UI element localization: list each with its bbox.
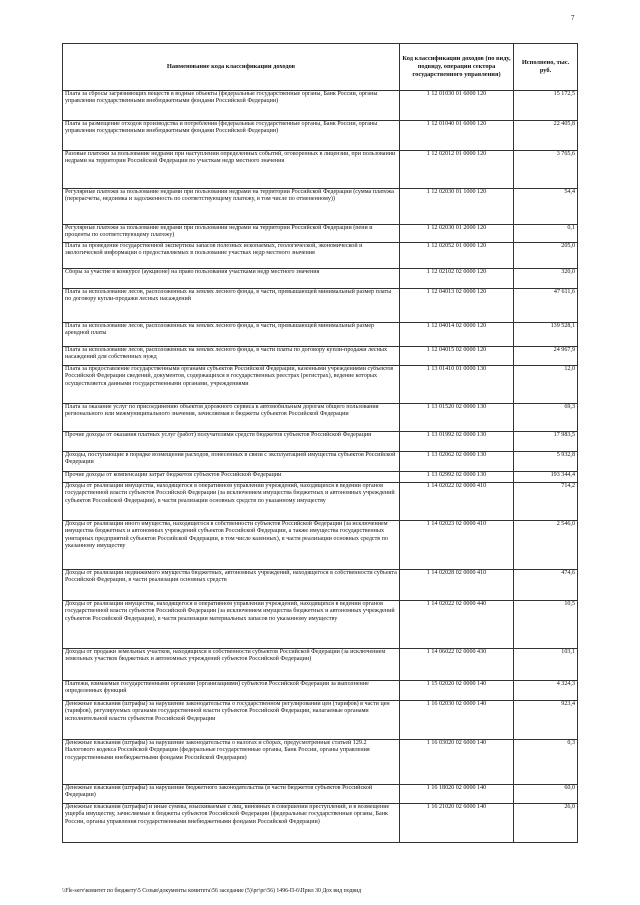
table-row [63, 785, 578, 804]
row-name: Доходы от реализации имущества, находящегося в оперативном управлении учреждений, находящихся в ведении органов государственной власти субъектов Российской Федерации (за исключением имущества бюджетных и автономных учреждений субъектов Российской Федерации), в части реализации основных средств по указанному имуществу [63, 483, 400, 521]
row-name: Плата за размещение отходов производства и потребления (федеральные государственные органы, Банк России, органы управления государственными внебюджетными фондами Российской Федерации) [63, 121, 400, 151]
table-row [63, 243, 578, 269]
row-code: 1 13 01520 02 0000 130 [400, 404, 514, 432]
row-name: Плата за оказание услуг по присоединению объектов дорожного сервиса к автомобильным дорогам общего пользования регионального или межмуниципального значения, зачисляемая в бюджеты субъектов Российской Федерации [63, 404, 400, 432]
row-value: 60,0 [514, 785, 578, 804]
row-value: 139 528,1 [514, 323, 578, 347]
row-value: 17 983,5 [514, 432, 578, 452]
row-code: 1 16 03020 02 6000 140 [400, 740, 514, 785]
file-path-footer: \\Fle-serv\комитет по бюджету\5 Созыв\документы комитета\56 заседание (5)\рг\рг\56) 1496-П-6\Прил 30 Дох вид подвид [62, 888, 362, 894]
table-row [63, 404, 578, 432]
row-name: Регулярные платежи за пользование недрами при пользовании недрами на территории Российской Федерации (сумма платежа (перерасчеты, недоимка и задолженность по соответствующему платежу, в том числе по отмененному)) [63, 189, 400, 225]
table-row [63, 323, 578, 347]
table-row [63, 740, 578, 785]
revenue-table [62, 43, 578, 843]
row-name: Доходы, поступающие в порядке возмещения расходов, понесенных в связи с эксплуатацией имущества субъектов Российской Федерации [63, 452, 400, 472]
row-value: 193 344,4 [514, 472, 578, 483]
row-value: 4 324,3 [514, 681, 578, 701]
row-code: 1 15 02020 02 0000 140 [400, 681, 514, 701]
row-code: 1 16 21020 02 6000 140 [400, 804, 514, 843]
page-number: 7 [571, 14, 575, 22]
row-name: Плата за сбросы загрязняющих веществ в водные объекты (федеральные государственные органы, Банк России, органы управления государственными внебюджетными фондами Российской Федерации) [63, 91, 400, 121]
row-code: 1 16 02030 02 0000 140 [400, 701, 514, 740]
row-value: 10,5 [514, 601, 578, 649]
row-value: 54,4 [514, 189, 578, 225]
row-name: Платежи, взимаемые государственными органами (организациями) субъектов Российской Федерации за выполнение определенных функций [63, 681, 400, 701]
row-name: Денежные взыскания (штрафы) за нарушение законодательства о налогах и сборах, предусмотренные статьей 129.2 Налогового кодекса Российской Федерации (федеральные государственные органы, Банк России, органы управления государственными внебюджетными фондами Российской Федерации) [63, 740, 400, 785]
table-row [63, 347, 578, 366]
table-row [63, 701, 578, 740]
row-value: 24 967,9 [514, 347, 578, 366]
row-name: Плата за использование лесов, расположенных на землях лесного фонда, в части, превышающей минимальный размер арендной платы [63, 323, 400, 347]
row-name: Денежные взыскания (штрафы) за нарушение бюджетного законодательства (в части бюджетов субъектов Российской Федерации) [63, 785, 400, 804]
row-value: 0,3 [514, 740, 578, 785]
row-value: 103,1 [514, 649, 578, 681]
row-code: 1 12 01030 01 6000 120 [400, 91, 514, 121]
table-row [63, 804, 578, 843]
header-name: Наименование кода классификации доходов [63, 44, 400, 91]
table-row [63, 681, 578, 701]
row-name: Денежные взыскания (штрафы) за нарушение законодательства о государственном регулировании цен (тарифов) в части цен (тарифов), регулируемых органами государственной власти субъектов Российской Федерации, налагаемые органами исполнительной власти субъектов Российской Федерации [63, 701, 400, 740]
row-value: 205,0 [514, 243, 578, 269]
row-code: 1 13 01410 01 0000 130 [400, 366, 514, 404]
table-row [63, 366, 578, 404]
table-row [63, 521, 578, 570]
row-code: 1 13 02992 02 0000 130 [400, 472, 514, 483]
table-row [63, 91, 578, 121]
row-name: Доходы от продажи земельных участков, находящихся в собственности субъектов Российской Федерации (за исключением земельных участков бюджетных и автономных учреждений субъектов Российской Федерации) [63, 649, 400, 681]
row-name: Плата за проведение государственной экспертизы запасов полезных ископаемых, геологической, экономической и экологической информации о предоставляемых в пользование участках недр местного значения [63, 243, 400, 269]
row-value: 12,0 [514, 366, 578, 404]
table-row [63, 483, 578, 521]
table-row [63, 452, 578, 472]
row-code: 1 16 18020 02 0000 140 [400, 785, 514, 804]
table-row [63, 472, 578, 483]
table-row [63, 225, 578, 243]
table-row [63, 649, 578, 681]
row-name: Доходы от реализации иного имущества, находящегося в собственности субъектов Российской Федерации (за исключением имущества бюджетных и автономных учреждений субъектов Российской Федерации, а также имущества государственных унитарных предприятий субъектов Российской Федерации, в том числе казенных), в части реализации основных средств по указанному имуществу [63, 521, 400, 570]
table-row [63, 189, 578, 225]
row-code: 1 12 04014 02 0000 120 [400, 323, 514, 347]
row-code: 1 14 06022 02 0000 430 [400, 649, 514, 681]
table-row [63, 432, 578, 452]
table-row [63, 121, 578, 151]
row-value: 923,4 [514, 701, 578, 740]
header-value: Исполнено, тыс. руб. [514, 44, 578, 91]
row-name: Плата за использование лесов, расположенных на землях лесного фонда, в части, превышающей минимальный размер платы по договору купли-продажи лесных насаждений [63, 289, 400, 323]
row-name: Сборы за участие в конкурсе (аукционе) на право пользования участками недр местного значения [63, 269, 400, 289]
row-name: Плата за предоставление государственными органами субъектов Российской Федерации, казенными учреждениями субъектов Российской Федерации сведений, документов, содержащихся в государственных реестрах (регистрах), ведение которых осуществляется данными государственными органами, учреждениями [63, 366, 400, 404]
row-name: Регулярные платежи за пользование недрами при пользовании недрами на территории Российской Федерации (пени и проценты по соответствующему платежу) [63, 225, 400, 243]
row-value: 22 405,8 [514, 121, 578, 151]
table-row [63, 570, 578, 601]
row-name: Доходы от реализации недвижимого имущества бюджетных, автономных учреждений, находящегося в собственности субъекта Российской Федерации, в части реализации основных средств [63, 570, 400, 601]
row-value: 320,0 [514, 269, 578, 289]
row-code: 1 14 02022 02 0000 440 [400, 601, 514, 649]
table-row [63, 601, 578, 649]
table-header-row [63, 44, 578, 91]
row-code: 1 14 02023 02 0000 410 [400, 521, 514, 570]
header-code: Код классификации доходов (по виду, подвиду, операции сектора государственного управления) [400, 44, 514, 91]
row-name: Прочие доходы от компенсации затрат бюджетов субъектов Российской Федерации [63, 472, 400, 483]
row-value: 15 172,5 [514, 91, 578, 121]
row-code: 1 12 01040 01 6000 120 [400, 121, 514, 151]
row-code: 1 12 02052 01 0000 120 [400, 243, 514, 269]
row-value: 5 932,8 [514, 452, 578, 472]
row-name: Доходы от реализации имущества, находящегося в оперативном управлении учреждений, находящихся в ведении органов государственной власти субъектов Российской Федерации (за исключением имущества бюджетных и автономных учреждений субъектов Российской Федерации), в части реализации материальных запасов по указанному имуществу [63, 601, 400, 649]
row-value: 0,1 [514, 225, 578, 243]
table-row [63, 289, 578, 323]
row-code: 1 12 04015 02 0000 120 [400, 347, 514, 366]
row-value: 47 611,6 [514, 289, 578, 323]
table-row [63, 151, 578, 189]
row-code: 1 12 02030 01 2000 120 [400, 225, 514, 243]
row-name: Плата за использование лесов, расположенных на землях лесного фонда, в части платы по договору купли-продажи лесных насаждений для собственных нужд [63, 347, 400, 366]
row-value: 474,6 [514, 570, 578, 601]
row-value: 69,3 [514, 404, 578, 432]
row-name: Прочие доходы от оказания платных услуг (работ) получателями средств бюджетов субъектов Российской Федерации [63, 432, 400, 452]
row-code: 1 12 02030 01 1000 120 [400, 189, 514, 225]
row-value: 2 546,0 [514, 521, 578, 570]
row-code: 1 12 04013 02 0000 120 [400, 289, 514, 323]
row-code: 1 13 02062 02 0000 130 [400, 452, 514, 472]
table-row [63, 269, 578, 289]
row-code: 1 14 02022 02 0000 410 [400, 483, 514, 521]
row-code: 1 12 02012 01 0000 120 [400, 151, 514, 189]
row-code: 1 12 02102 02 0000 120 [400, 269, 514, 289]
row-name: Денежные взыскания (штрафы) и иные суммы, взыскиваемые с лиц, виновных в совершении преступлений, и в возмещение ущерба имуществу, зачисляемые в бюджеты субъектов Российской Федерации (федеральные государственные органы, Банк России, органы управления государственными внебюджетными фондами Российской Федерации) [63, 804, 400, 843]
row-value: 3 765,6 [514, 151, 578, 189]
row-value: 714,2 [514, 483, 578, 521]
row-code: 1 13 01992 02 0000 130 [400, 432, 514, 452]
row-code: 1 14 02028 02 0000 410 [400, 570, 514, 601]
row-value: 26,0 [514, 804, 578, 843]
row-name: Разовые платежи за пользование недрами при наступлении определенных событий, оговоренных в лицензии, при пользовании недрами на территории Российской Федерации по участкам недр местного значения [63, 151, 400, 189]
